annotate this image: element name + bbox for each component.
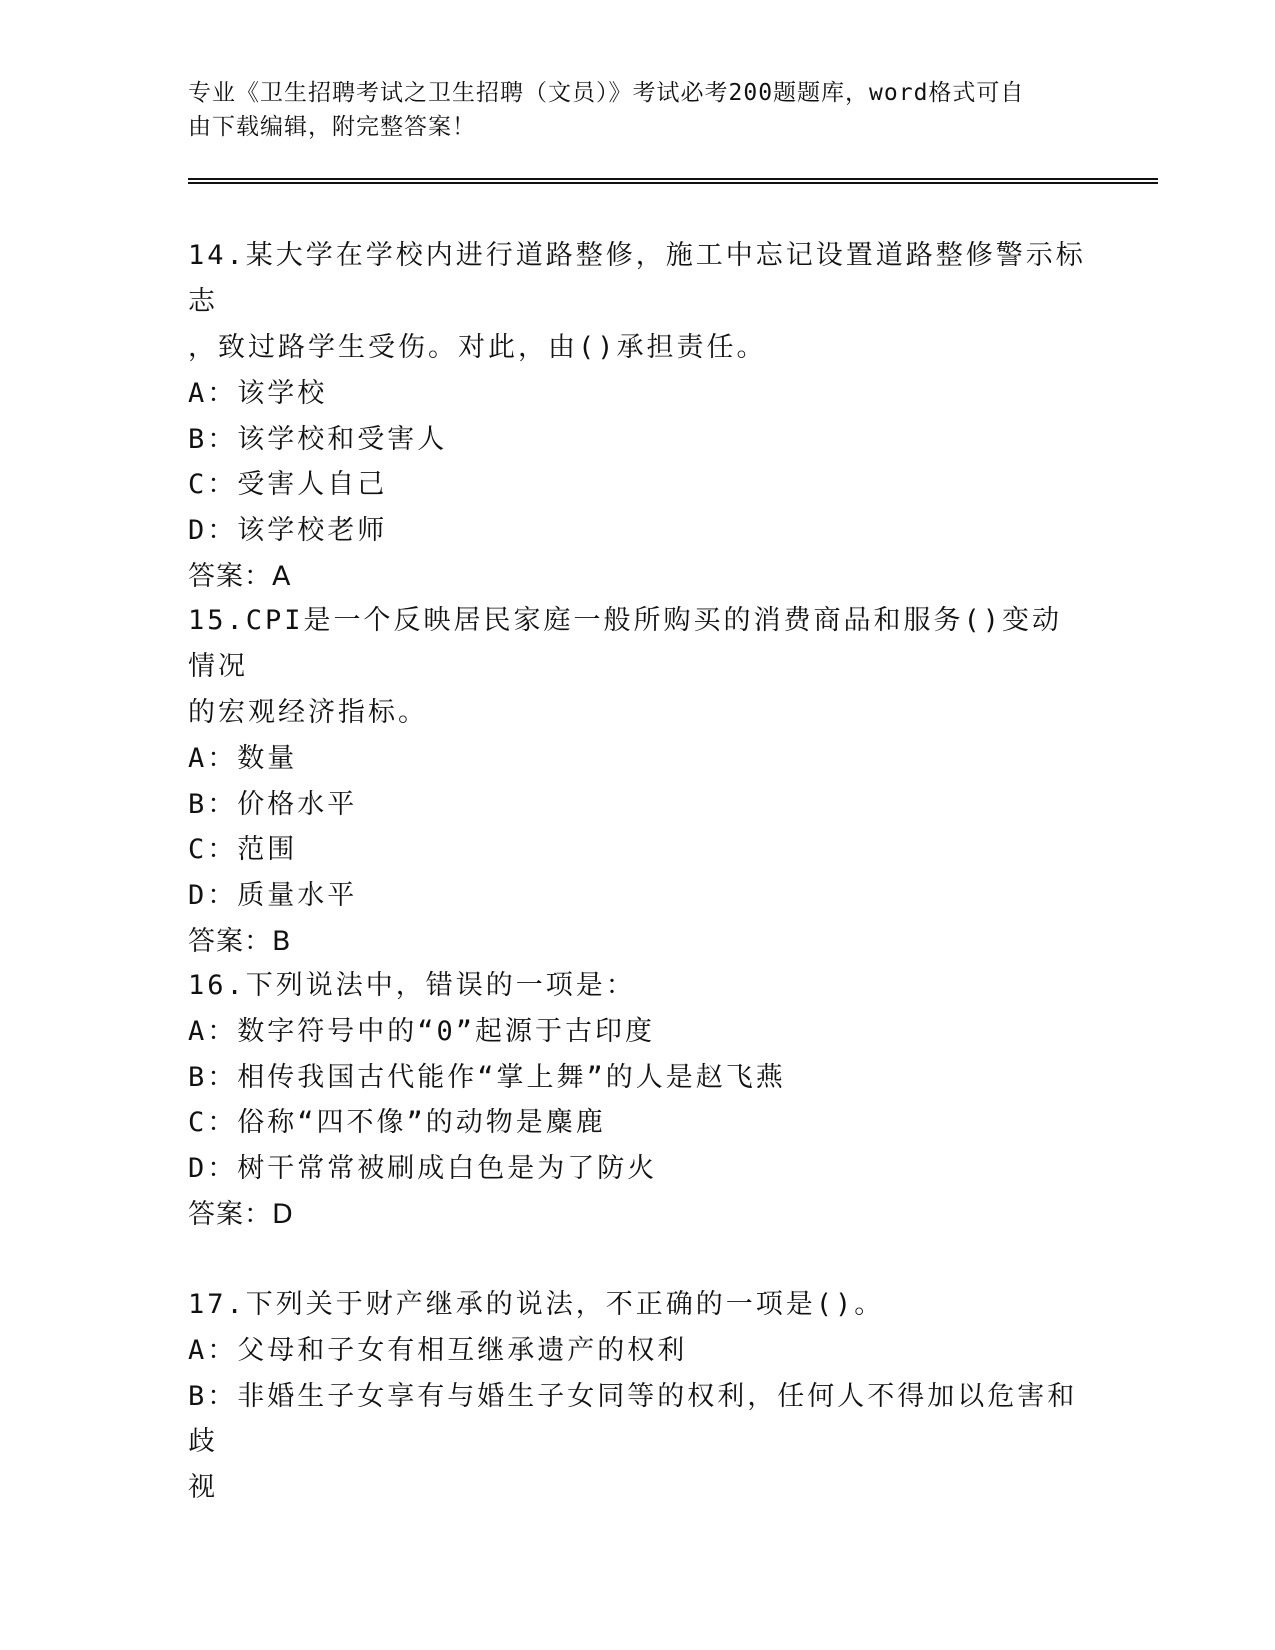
header-line: 专业《卫生招聘考试之卫生招聘（文员）》考试必考200题题库，word格式可自 bbox=[188, 80, 1025, 106]
option-c: C：范围 bbox=[188, 834, 298, 865]
answer-text: 答案：A bbox=[188, 561, 292, 592]
option-d: D：树干常常被刷成白色是为了防火 bbox=[188, 1152, 658, 1184]
question-text: 14.某大学在学校内进行道路整修，施工中忘记设置道路整修警示标志 bbox=[188, 240, 1086, 317]
option-c: C：俗称“四不像”的动物是麋鹿 bbox=[188, 1107, 606, 1138]
header-line: 由下载编辑，附完整答案！ bbox=[188, 114, 476, 140]
option-d: D：该学校老师 bbox=[188, 514, 388, 546]
question-16 bbox=[188, 963, 1088, 1239]
question-text: ，致过路学生受伤。对此，由()承担责任。 bbox=[188, 332, 767, 363]
option-a: A：数量 bbox=[188, 743, 298, 774]
question-14 bbox=[188, 233, 1088, 601]
option-a: A：数字符号中的“0”起源于古印度 bbox=[188, 1016, 656, 1047]
answer-text: 答案：B bbox=[188, 926, 292, 957]
option-d: D：质量水平 bbox=[188, 879, 358, 911]
option-a: A：该学校 bbox=[188, 378, 328, 409]
option-b: B：该学校和受害人 bbox=[188, 423, 448, 455]
option-b: B：非婚生子女享有与婚生子女同等的权利，任何人不得加以危害和歧 bbox=[188, 1380, 1078, 1457]
question-text: 15.CPI是一个反映居民家庭一般所购买的消费商品和服务()变动情况 bbox=[188, 605, 1063, 682]
option-b: B：价格水平 bbox=[188, 788, 358, 820]
header-divider bbox=[188, 178, 1158, 184]
answer-text: 答案：D bbox=[188, 1199, 294, 1230]
question-text: 的宏观经济指标。 bbox=[188, 697, 428, 728]
question-15 bbox=[188, 598, 1088, 966]
question-17 bbox=[188, 1282, 1088, 1510]
option-b-continued: 视 bbox=[188, 1471, 218, 1503]
option-a: A：父母和子女有相互继承遗产的权利 bbox=[188, 1335, 688, 1366]
question-text: 16.下列说法中，错误的一项是： bbox=[188, 970, 636, 1001]
document-header bbox=[188, 76, 1068, 144]
option-c: C：受害人自己 bbox=[188, 469, 388, 500]
option-b: B：相传我国古代能作“掌上舞”的人是赵飞燕 bbox=[188, 1061, 786, 1093]
question-text: 17.下列关于财产继承的说法，不正确的一项是()。 bbox=[188, 1289, 885, 1320]
